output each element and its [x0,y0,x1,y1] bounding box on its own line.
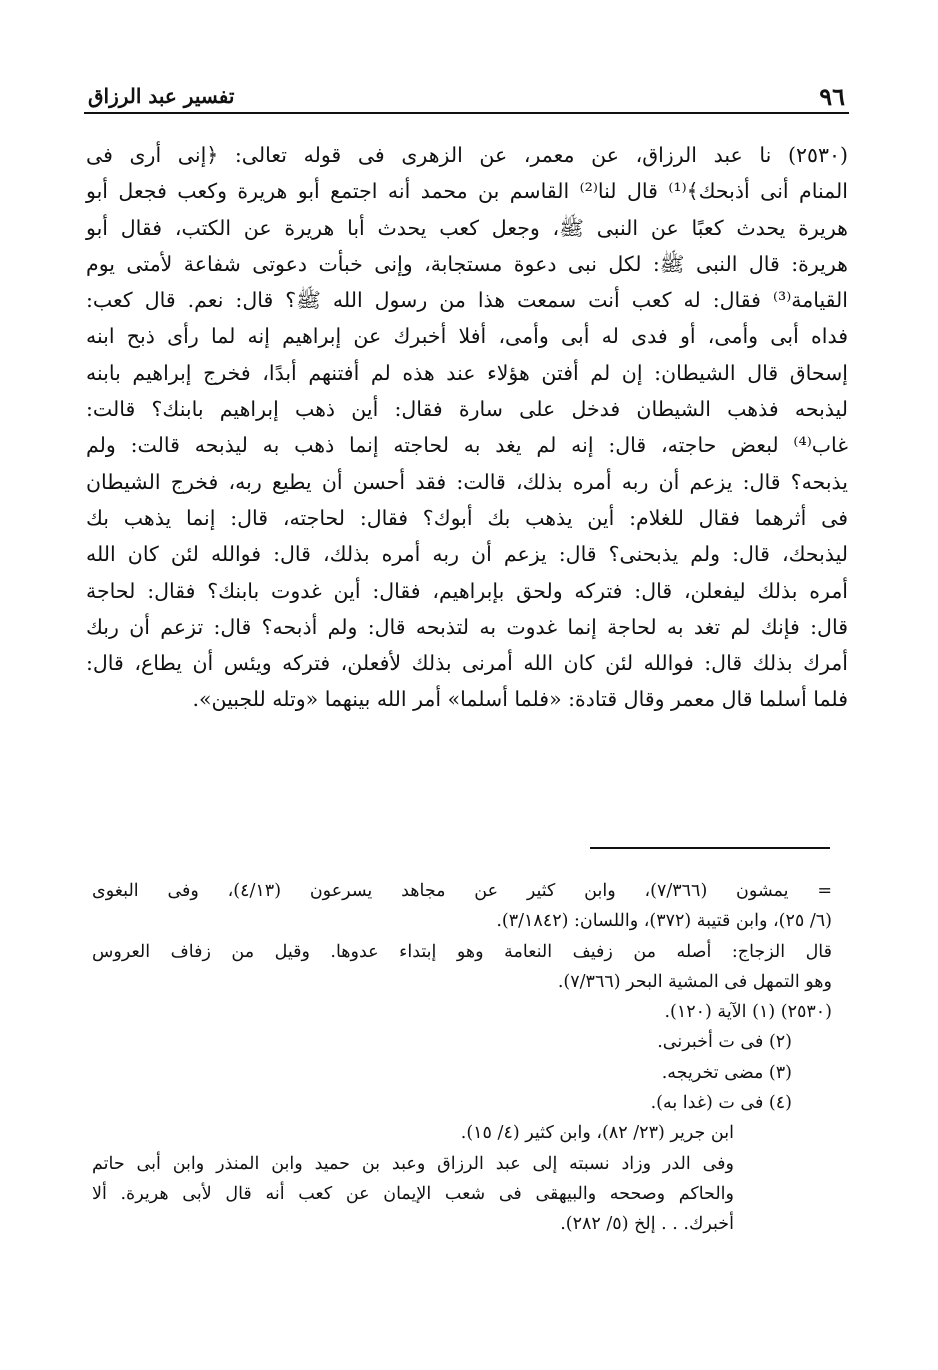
footnote-line: = يمشون (٧/٣٦٦)، وابن كثير عن مجاهد يسرعون (٤/١٣)، وفى البغوى [92,881,832,901]
text-line: ليذبحك، قال: ولم يذبحنى؟ قال: يزعم أن ربه أمره بذلك، قال: فوالله لئن كان الله [86,542,848,567]
running-title: تفسير عبد الرزاق [88,84,235,108]
text-line: القيامة⁽³⁾ فقال: له كعب أنت سمعت هذا من رسول الله ﷺ؟ قال: نعم. قال كعب: [86,288,848,313]
text-line: أمرك بذلك قال: فوالله لئن كان الله أمرنى بذلك لأفعلن، فتركه ويئس أن يطاع، قال: [86,651,848,676]
footnote-line: (٢٥٣٠) (١) الآية (١٢٠). [664,1002,832,1023]
footnote-line: قال الزجاج: أصله من زفيف النعامة وهو إبتداء عدوها. وقيل من زفاف العروس [92,941,832,962]
footnote-line: (٦/ ٢٥)، وابن قتيبة (٣٧٢)، واللسان: (٣/١٨٤٢). [496,911,832,932]
footnote-line: وهو التمهل فى المشية البحر (٧/٣٦٦). [557,971,832,992]
text-line: هريرة: قال النبى ﷺ: لكل نبى دعوة مستجابة، وإنى خبأت دعوتى شفاعة لأمتى يوم [86,251,848,276]
footnote-divider [590,847,830,849]
footnotes [92,876,832,1240]
footnote-line: (٣) مضى تخريجه. [661,1062,792,1083]
text-line: قال: فإنك لم تغد به لحاجة إنما غدوت به لتذبحه قال: ولم أذبحه؟ قال: تزعم أن ربك [86,614,848,639]
text-line: المنام أنى أذبحك﴾⁽¹⁾ قال لنا⁽²⁾ القاسم بن محمد أنه اجتمع أبو هريرة وكعب فجعل أبو [86,179,848,204]
text-line: فلما أسلما قال معمر وقال قتادة: «فلما أسلما» أمر الله بينهما «وتله للجبين». [192,687,848,712]
page-header [84,82,849,114]
page-number: ٩٦ [819,82,845,111]
footnote-line: وفى الدر وزاد نسبته إلى عبد الرزاق وعبد بن حميد وابن المنذر وابن أبى حاتم [92,1153,734,1174]
text-line: إسحاق قال الشيطان: إن لم أفتن هؤلاء عند هذه لم أفتنهم أبدًا، فخرج إبراهيم بابنه [86,360,848,385]
footnote-line: (٢) فى ت أخبرنى. [657,1032,792,1053]
text-line: أمره بذلك ليفعلن، قال: فتركه ولحق بإبراهيم، فقال: أين غدوت بابنك؟ فقال: لحاجة [86,578,848,603]
main-text [86,137,848,718]
hadith-2530-paragraph [86,137,848,718]
text-line: هريرة يحدث كعبًا عن النبى ﷺ، وجعل كعب يحدث أبا هريرة عن الكتب، فقال أبو [86,215,848,240]
text-line: غاب⁽⁴⁾ لبعض حاجته، قال: إنه لم يغد به لحاجته إنما ذهب به ليذبحه قالت: ولم [86,433,848,458]
text-line: فداه أبى وأمى، أو فدى له أبى وأمى، أفلا أخبرك عن إبراهيم إنه لما رأى ذبح ابنه [86,324,848,349]
footnote-line: (٤) فى ت (غدا به). [650,1093,792,1114]
footnote-line: والحاكم وصححه والبيهقى فى شعب الإيمان عن كعب أنه قال لأبى هريرة. ألا [92,1183,734,1204]
text-line: (٢٥٣٠) نا عبد الرزاق، عن معمر، عن الزهرى فى قوله تعالى: ﴿إنى أرى فى [86,143,848,167]
footnote-line: أخبرك. . . إلخ (٥/ ٢٨٢). [560,1214,734,1235]
text-line: فى أثرهما فقال للغلام: أين يذهب بك أبوك؟ فقال: لحاجته، قال: إنما يذهب بك [86,505,848,530]
text-line: يذبحه؟ قال: يزعم أن ربه أمره بذلك، قالت: فقد أحسن أن يطيع ربه، فخرج الشيطان [86,469,848,494]
footnote-line: ابن جرير (٢٣/ ٨٢)، وابن كثير (٤/ ١٥). [460,1123,734,1144]
text-line: ليذبحه فذهب الشيطان فدخل على سارة فقال: أين ذهب إبراهيم بابنك؟ قالت: [86,397,848,422]
